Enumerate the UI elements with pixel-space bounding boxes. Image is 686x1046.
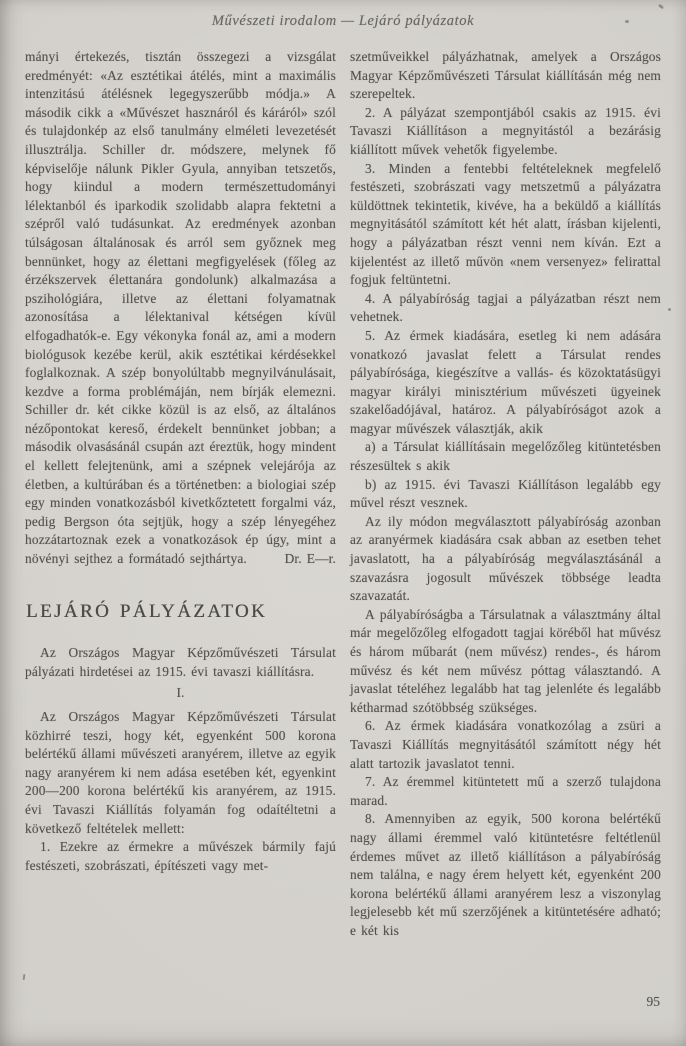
section-intro-paragraph: Az Országos Magyar Képzőművészeti Társulat pályázati hirdetései az 1915. évi tavaszi kiállításra. [25,645,336,679]
scan-speck [658,3,665,9]
article-closing-paragraph [25,48,336,569]
paragraph: 7. Az éremmel kitüntetett mű a szerző tulajdona marad. [350,774,661,808]
paragraph: 3. Minden a fentebbi feltételeknek megfelelő festészeti, szobrászati vagy metszetmű a pályázatra küldöttnek tekintetik, kivéve, ha a beküldő a kiállítás megnyitásától számított két hét alatt, írásban kijelenti, hogy a pályázatban részt venni nem kíván. Ezt a kijelentést az illető művön «nem versenyez» felirattal fogjuk feltüntetni. [350,160,661,288]
scan-speck [625,20,629,23]
paragraph: A pályabíróságba a Társulatnak a választmány által már megelőzőleg elfogadott tagjai köréből hat művész és három műbarát (nem művész) rendes-, és három művész és két nem művész póttag választandó. A javaslat tételéhez legalább hat tag jelenléte és legalább kétharmad szótöbbség szükséges. [350,606,661,715]
right-column [350,48,661,941]
left-column [25,48,336,941]
paragraph: szetműveikkel pályázhatnak, amelyek a Országos Magyar Képzőművészeti Társulat kiállításán még nem szerepeltek. [350,49,661,102]
section-heading: LEJÁRÓ PÁLYÁZATOK [26,600,268,622]
paragraph: 5. Az érmek kiadására, esetleg ki nem adására vonatkozó javaslat felett a Társulat rendes pályabírósága, kiegészítve a vallás- és közoktatásügyi magyar királyi minisztérium művészeti ügyeinek szakelőadójával, határoz. A pályabíróságot azok a magyar művészek választják, akik [350,327,661,436]
page-number: 95 [646,994,660,1009]
paragraph: 4. A pályabíróság tagjai a pályázatban részt nem vehetnek. [350,290,661,325]
paragraph: a) a Társulat kiállításain megelőzőleg kitüntetésben részesültek s akik [350,439,661,474]
section-numeral: I. [176,685,185,701]
paragraph: Az Országos Magyar Képzőművészeti Társulat közhirré teszi, hogy két, egyenként 500 korona belértékű állami művészeti aranyérem, illetve az egyik nagy aranyérem ki nem adása esetében két, egyenkint 200—200 korona belértékű kis aranyérem, az 1915. évi Tavaszi Kiállítás folyamán fog odaítéltetni a következő feltételek mellett: [25,709,336,836]
paragraph: 6. Az érmek kiadására vonatkozólag a zsüri a Tavaszi Kiállítás megnyitásától számított négy hét alatt tartozik javaslatot tenni. [350,718,661,771]
article-closing-text: mányi értekezés, tisztán összegezi a vizsgálat eredményét: «Az esztétikai átélés, mint a maximális intenzitású átélésnek legegyszerűbb módja.» A második cikk a «Művészet hasznáról és káráról» szól és tulajdonkép az első tanulmány elméleti levezetését illusztrálja. Schiller dr. módszere, melynek fő képviselője nálunk Pikler Gyula, annyiban tetszetős, hogy kiindul a modern természettudományi lélektanból és iparkodik szolidabb alapra fektetni a szépről való tudásunkat. Az eredmények azonban túlságosan általánosak és arról sem győznek meg bennünket, hogy az élettani megfigyelések (főleg az érzékszervek élettanára gondolunk) alkalmazása a pszihológiára, illetve az élettani folyamatnak azonosítása a lélektanival kétségen kívül elfogadhatók-e. Egy vékonyka fonál az, ami a modern biológusok kezébe kerül, akik esztétikai kérdésekkel foglalkoznak. A szép bonyolúltabb megnyilvánulásait, kezdve a forma problémáján, nem bírják elemezni. Schiller dr. két cikke közül is az első, az általános nézőpontokat kereső, érdekelt bennünket jobban; a második olvasásánál csupán azt éreztük, hogy mindent el kellett felejtenünk, ami a szépnek velejárója az életben, a kultúrában és a történetben: a biologiai szép egy minden vonatkozásból kivetkőztetett forgalmi váz, pedig Bergson óta sejtjük, hogy a szép lényegéhez hozzátartoznak ezek a vonatkozások ép úgy, mint a növényi sejthez a formátadó sejthártya. [25,49,336,567]
running-header: Művészeti irodalom — Lejáró pályázatok [211,13,475,29]
paragraph: 8. Amennyiben az egyik, 500 korona belértékű nagy állami éremmel való kitüntetésre feltétlenül érdemes művet az illető kiállításon a pályabíróság nem találna, e nagy érem helyett két, egyenként 200 korona belértékű állami aranyérem lesz a viszonylag legjelesebb két mű szerzőjének a kitüntetésére adható; e két kis [350,811,661,938]
paragraph: 2. A pályázat szempontjából csakis az 1915. évi Tavaszi Kiállításon a megnyitástól a bezárásig kiállított művek vehetők figyelembe. [350,104,661,157]
text-columns [25,48,661,941]
paragraph: Az ily módon megválasztott pályabíróság azonban az aranyérmek kiadására csak abban az esetben tehet javaslatott, ha a pályabíróság megválasztásánál a szavazásra jogosult művészek többsége leadta szavazatát. [350,513,661,604]
scan-speck [23,974,26,980]
paragraph: b) az 1915. évi Tavaszi Kiállításon legalább egy művel részt vesznek. [350,476,661,511]
scan-speck [668,308,671,311]
paragraph: 1. Ezekre az érmekre a művészek bármily fajú festészeti, szobrászati, építészeti vagy met- [25,839,336,873]
author-signature: Dr. E—r. [284,551,336,567]
